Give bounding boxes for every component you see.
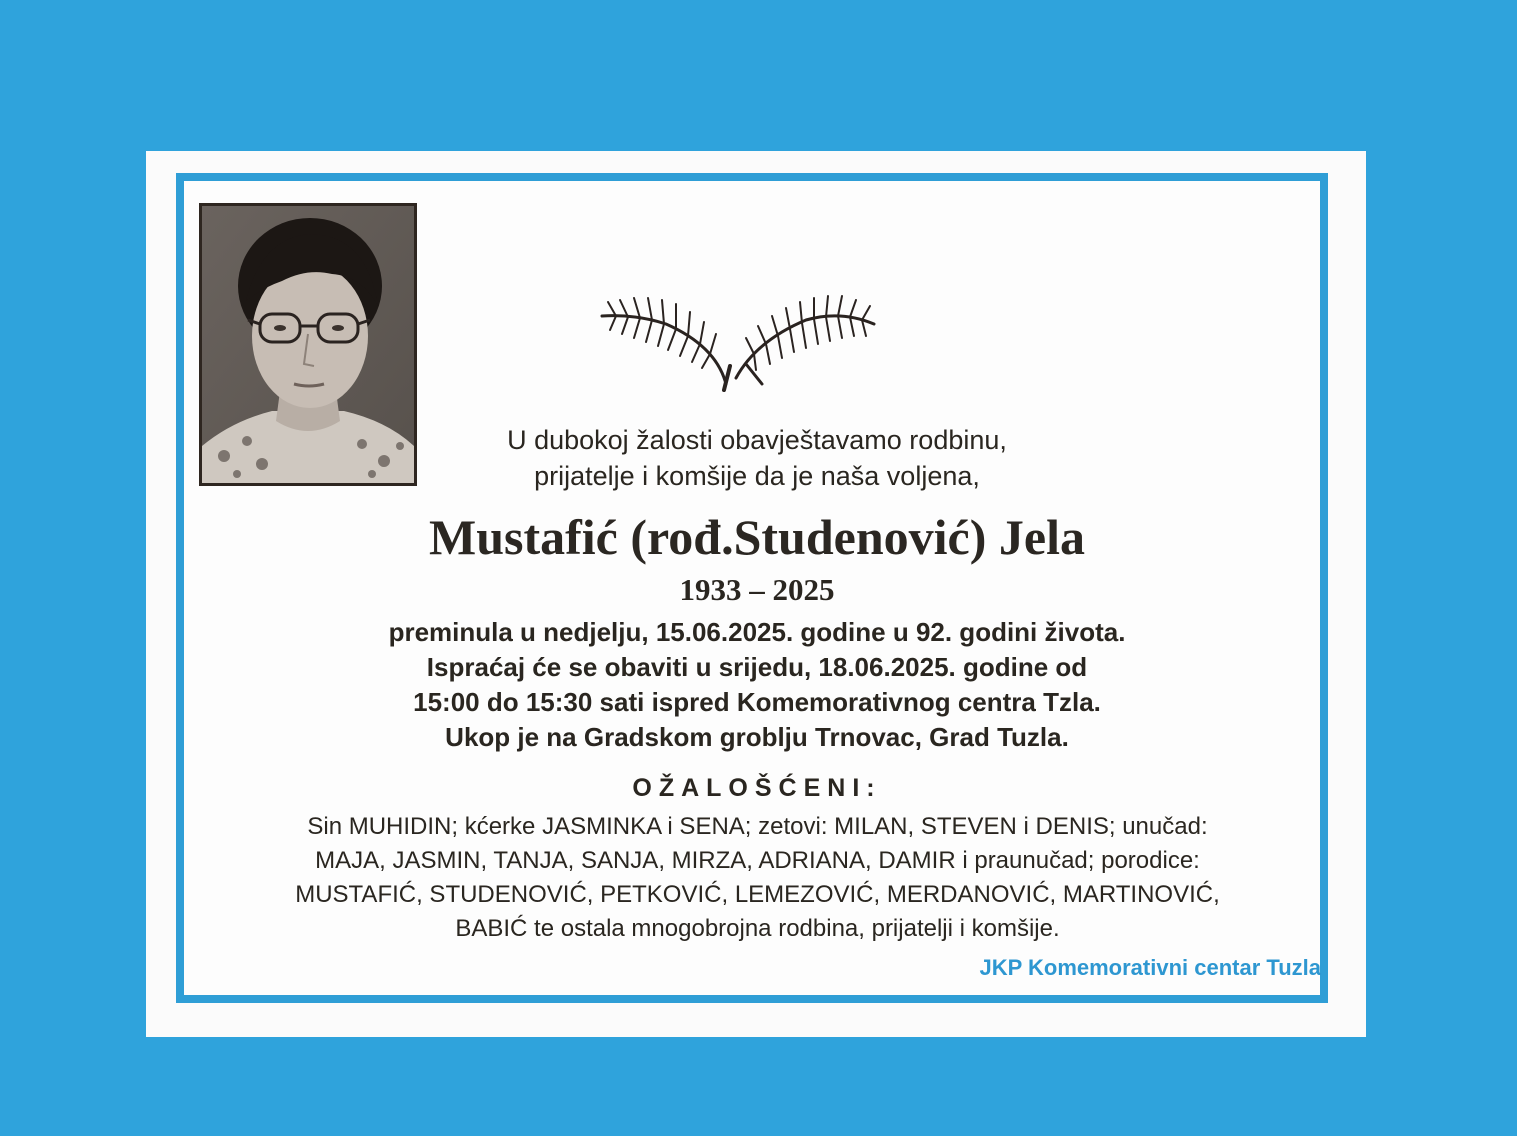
mourners-title: OŽALOŠĆENI: (632, 774, 882, 802)
mourners-list (200, 810, 1315, 946)
funeral-details (212, 615, 1302, 755)
details-line: preminula u nedjelju, 15.06.2025. godine u 92. godini života. (388, 617, 1126, 647)
details-line: 15:00 do 15:30 sati ispred Komemorativnog centra Tzla. (413, 687, 1101, 717)
deceased-name: Mustafić (rođ.Studenović) Jela (429, 509, 1085, 565)
details-line: Ukop je na Gradskom groblju Trnovac, Grad Tuzla. (445, 722, 1069, 752)
intro-text (212, 422, 1302, 494)
mourners-line: BABIĆ te ostala mnogobrojna rodbina, prijatelji i komšije. (455, 915, 1060, 942)
publisher-signature: JKP Komemorativni centar Tuzla (979, 955, 1321, 980)
details-line: Ispraćaj će se obaviti u srijedu, 18.06.2025. godine od (426, 652, 1088, 682)
intro-line: U dubokoj žalosti obavještavamo rodbinu, (507, 425, 1007, 455)
palm-branch-icon (596, 286, 878, 396)
intro-line: prijatelje i komšije da je naša voljena, (534, 461, 980, 491)
mourners-line: MAJA, JASMIN, TANJA, SANJA, MIRZA, ADRIANA, DAMIR i praunučad; porodice: (315, 847, 1200, 874)
mourners-line: Sin MUHIDIN; kćerke JASMINKA i SENA; zetovi: MILAN, STEVEN i DENIS; unučad: (307, 813, 1208, 840)
mourners-line: MUSTAFIĆ, STUDENOVIĆ, PETKOVIĆ, LEMEZOVIĆ, MERDANOVIĆ, MARTINOVIĆ, (295, 881, 1220, 908)
deceased-years: 1933 – 2025 (679, 572, 835, 607)
